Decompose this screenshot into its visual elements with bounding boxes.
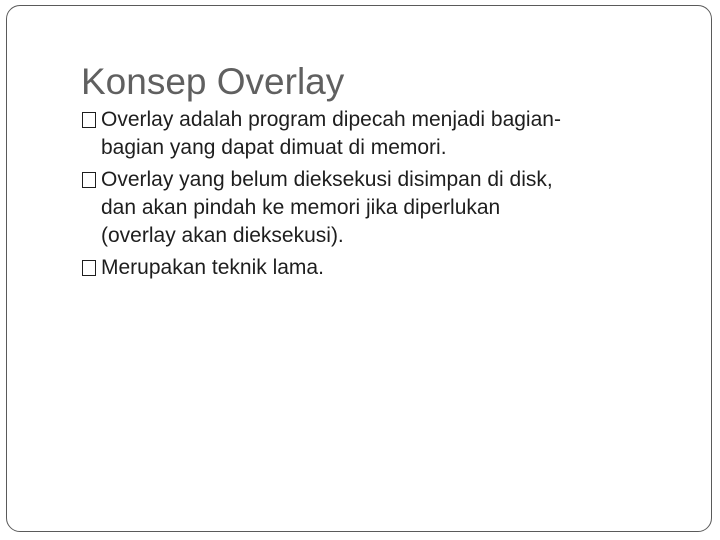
bullet-text-line: Overlay yang belum dieksekusi disimpan di disk, bbox=[101, 168, 553, 191]
bullet-text-line: Merupakan teknik lama. bbox=[101, 256, 324, 279]
bullet-text-line: Overlay adalah program dipecah menjadi bagian- bbox=[101, 108, 561, 131]
bullet-list bbox=[80, 106, 690, 286]
bullet-item bbox=[80, 106, 690, 162]
bullet-item bbox=[80, 166, 690, 250]
bullet-text-line: dan akan pindah ke memori jika diperlukan bbox=[101, 196, 501, 219]
bullet-text-line: bagian yang dapat dimuat di memori. bbox=[101, 136, 447, 159]
bullet-text-line: (overlay akan dieksekusi). bbox=[101, 224, 344, 247]
slide-title: Konsep Overlay bbox=[81, 61, 345, 102]
bullet-item bbox=[80, 254, 690, 282]
square-bullet-icon bbox=[82, 172, 96, 188]
square-bullet-icon bbox=[82, 112, 96, 128]
square-bullet-icon bbox=[82, 260, 96, 276]
